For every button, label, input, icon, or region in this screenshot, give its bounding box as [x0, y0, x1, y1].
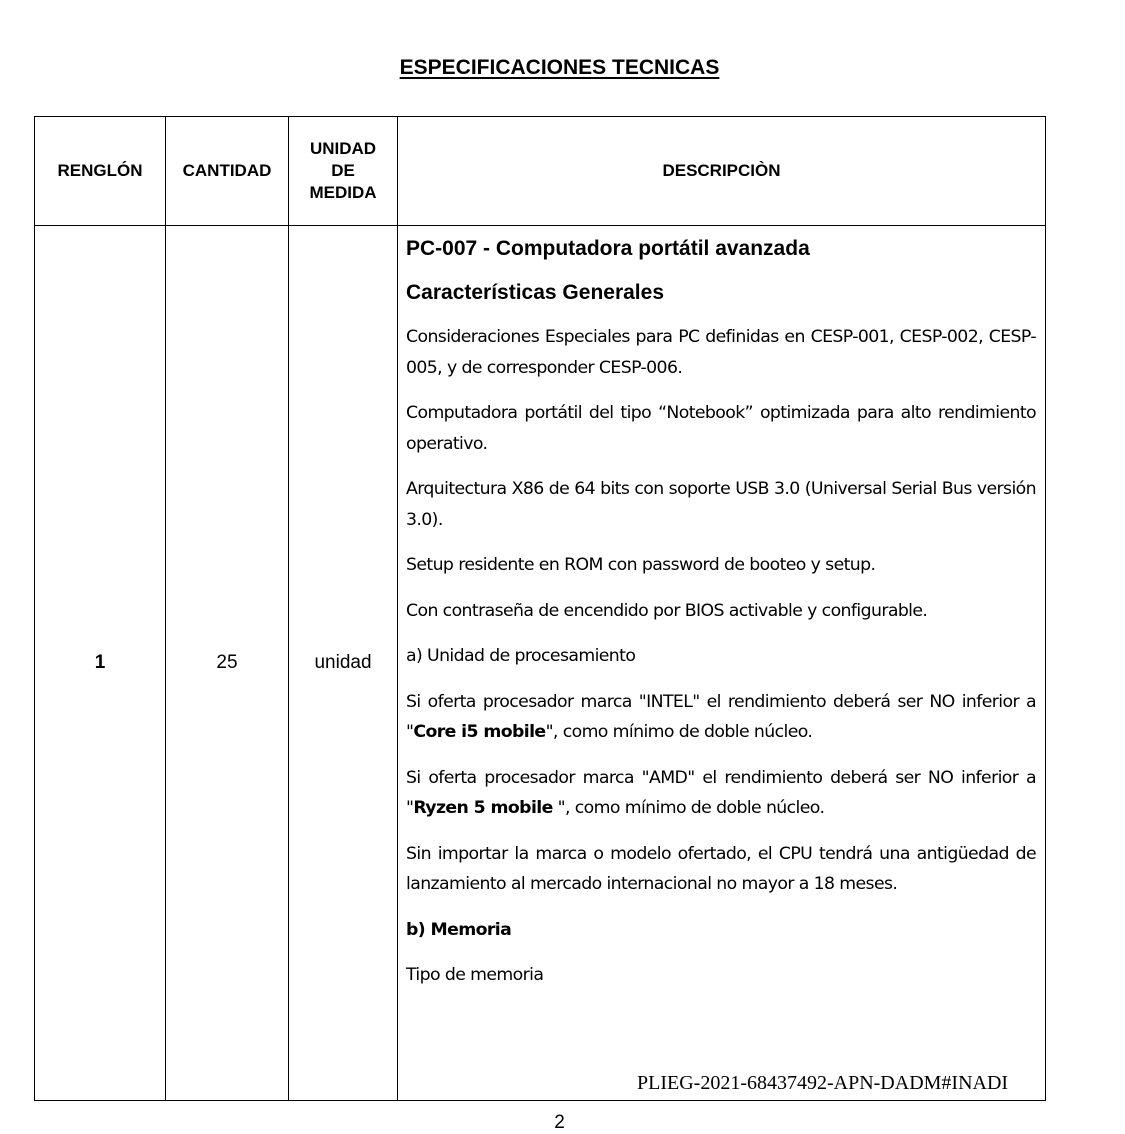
desc-paragraph-7 — [406, 687, 1036, 748]
p8-text-bold: Ryzen 5 mobile — [413, 798, 553, 818]
header-row — [35, 117, 1046, 226]
p7-text-post: ", como mínimo de doble núcleo. — [545, 722, 813, 742]
header-unidad-line1: UNIDAD — [309, 139, 377, 158]
p7-text-pre: Si oferta procesador marca "INTEL" el rendimiento deberá ser NO inferior a " — [406, 691, 1036, 742]
header-descripcion: DESCRIPCIÒN — [398, 117, 1046, 226]
spec-table — [34, 116, 1046, 1101]
cell-cantidad: 25 — [166, 226, 289, 1101]
p7-text-bold: Core i5 mobile — [413, 722, 546, 742]
desc-paragraph-4: Setup residente en ROM con password de booteo y setup. — [406, 555, 876, 575]
header-unidad-de-medida — [289, 117, 398, 226]
cell-descripcion — [398, 226, 1046, 1101]
desc-paragraph-5: Con contraseña de encendido por BIOS activable y configurable. — [406, 600, 928, 621]
header-cantidad: CANTIDAD — [166, 117, 289, 226]
document-code: PLIEG-2021-68437492-APN-DADM#INADI — [637, 1072, 1009, 1094]
desc-paragraph-9: Sin importar la marca o modelo ofertado, el CPU tendrá una antigüedad de lanzamiento al mercado internacional no mayor a 18 meses. — [406, 843, 1036, 894]
p8-text-pre: Si oferta procesador marca "AMD" el rendimiento deberá ser NO inferior a " — [406, 767, 1036, 818]
header-unidad-line2: DE — [331, 161, 355, 180]
desc-paragraph-1: Consideraciones Especiales para PC definidas en CESP-001, CESP-002, CESP-005, y de corresponder CESP-006. — [406, 327, 1036, 378]
header-renglon: RENGLÓN — [35, 117, 166, 226]
cell-renglon: 1 — [35, 226, 166, 1101]
desc-paragraph-2: Computadora portátil del tipo “Notebook” optimizada para alto rendimiento operativo. — [406, 403, 1036, 454]
cell-unidad: unidad — [289, 226, 398, 1101]
memory-type-line: Tipo de memoria — [406, 965, 544, 985]
page-number: 2 — [554, 1112, 565, 1133]
product-title: PC-007 - Computadora portátil avanzada — [406, 237, 810, 260]
desc-paragraph-3: Arquitectura X86 de 64 bits con soporte USB 3.0 (Universal Serial Bus versión 3.0). — [406, 479, 1036, 530]
desc-paragraph-8 — [406, 763, 1036, 824]
p8-text-post: ", como mínimo de doble núcleo. — [552, 798, 825, 818]
document-title: ESPECIFICACIONES TECNICAS — [399, 56, 720, 79]
table-row — [35, 226, 1046, 1101]
memory-heading: b) Memoria — [406, 919, 512, 940]
desc-paragraph-6: a) Unidad de procesamiento — [406, 646, 636, 666]
header-unidad-line3: MEDIDA — [309, 183, 377, 202]
general-heading: Características Generales — [406, 281, 664, 304]
